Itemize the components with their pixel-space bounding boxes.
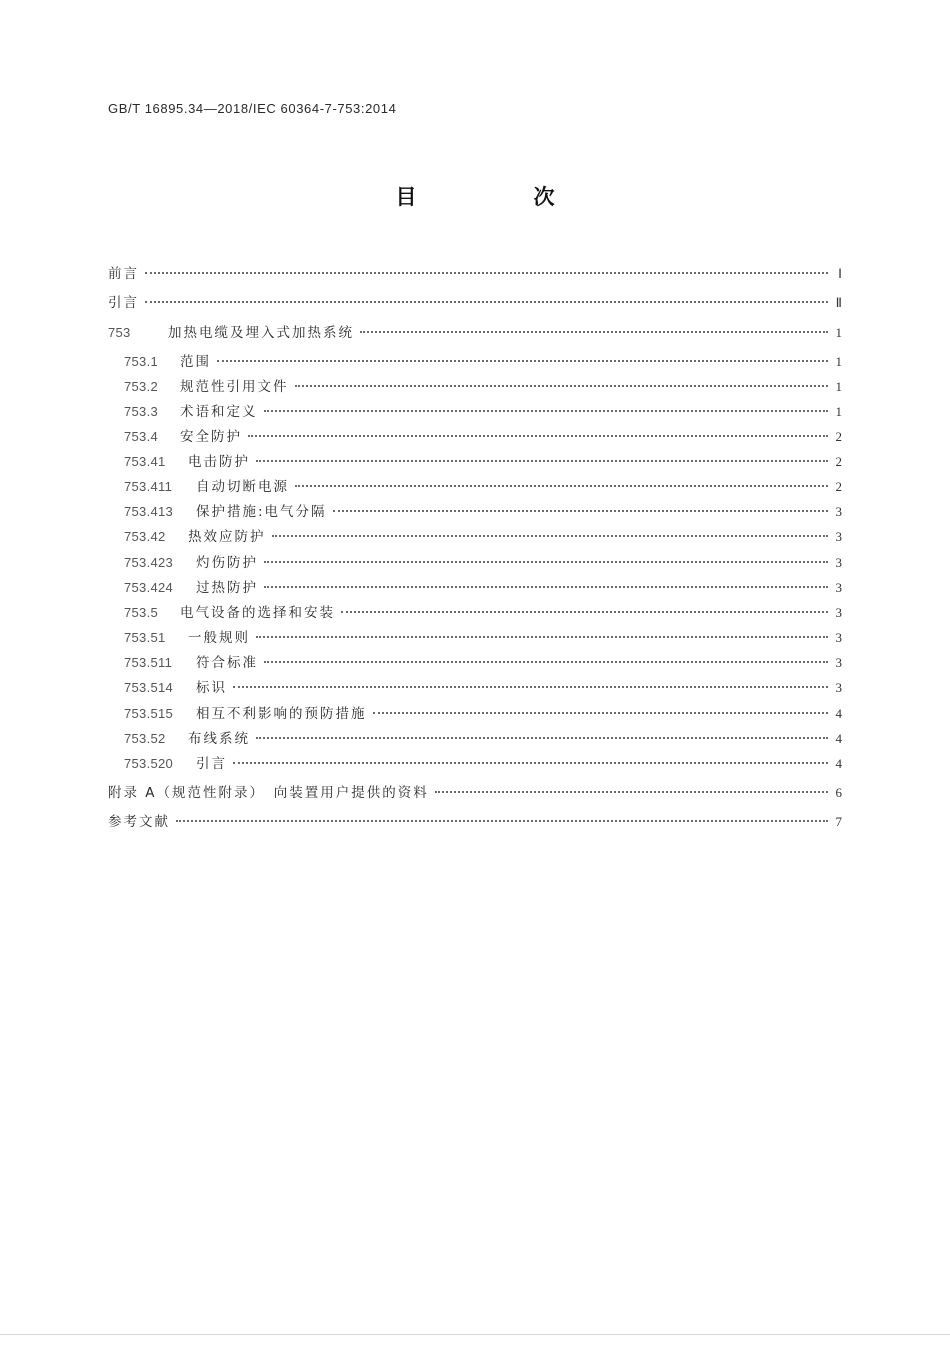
toc-entry-number: 753.1 [124,354,159,369]
toc-entry-number: 753.52 [124,731,166,746]
toc-entry-number: 753.511 [124,655,173,670]
toc-entry-page: 2 [835,454,842,469]
toc-leader-dots [360,331,828,333]
toc-leader-dots [217,360,828,362]
toc-entry-753-1[interactable] [124,350,842,370]
toc-leader-dots [256,737,828,739]
toc-entry-label: 保护措施:电气分隔 [196,504,327,520]
toc-entry-foreword[interactable] [108,262,842,282]
toc-entry-page: 3 [835,555,842,570]
toc-entry-number: 753.4 [124,429,159,444]
toc-entry-label: 一般规则 [188,630,250,646]
toc-entry-753-520[interactable] [124,752,842,772]
toc-entry-page: 2 [835,479,842,494]
toc-leader-dots [248,435,828,437]
toc-leader-dots [256,636,828,638]
toc-entry-label: 参考文献 [108,814,170,830]
toc-leader-dots [341,611,828,613]
toc-entry-introduction[interactable] [108,291,842,311]
toc-leader-dots [256,460,828,462]
toc-entry-label: 术语和定义 [180,404,258,420]
toc-leader-dots [264,410,829,412]
toc-entry-753-5[interactable] [124,601,842,621]
toc-entry-753-515[interactable] [124,702,842,722]
toc-entry-label: 热效应防护 [188,529,266,545]
toc-leader-dots [373,712,829,714]
toc-entry-number: 753.514 [124,680,174,695]
toc-entry-page: 3 [835,529,842,544]
page-bottom-edge [0,1334,950,1335]
toc-entry-label: 标识 [196,680,227,696]
toc-entry-number: 753.413 [124,504,174,519]
toc-leader-dots [264,661,828,663]
toc-entry-753-511[interactable] [124,651,842,671]
toc-entry-number: 753.3 [124,404,159,419]
toc-entry-number: 753.41 [124,454,166,469]
toc-leader-dots [176,820,828,822]
toc-entry-753[interactable] [108,321,842,341]
toc-entry-label: 布线系统 [188,731,250,747]
toc-entry-bibliography[interactable] [108,810,842,830]
toc-leader-dots [233,686,828,688]
toc-entry-753-411[interactable] [124,475,842,495]
toc-entry-753-42[interactable] [124,525,842,545]
toc-entry-number: 753.5 [124,605,159,620]
toc-entry-number: 753.520 [124,756,174,771]
toc-entry-page: 1 [835,325,842,340]
toc-entry-label: 范围 [180,354,211,370]
toc-entry-label: 引言 [108,295,139,311]
toc-leader-dots [264,586,828,588]
toc-entry-page: 1 [835,354,842,369]
toc-entry-label: 规范性引用文件 [180,379,289,395]
toc-entry-label: 相互不利影响的预防措施 [196,706,367,722]
toc-entry-page: 3 [835,680,842,695]
toc-entry-753-424[interactable] [124,576,842,596]
toc-entry-label: 符合标准 [196,655,258,671]
toc-entry-number: 753.2 [124,379,159,394]
toc-entry-page: 7 [835,814,842,829]
toc-leader-dots [295,485,828,487]
toc-entry-page: 2 [835,429,842,444]
toc-entry-page: 4 [835,731,842,746]
toc-entry-page: 3 [835,580,842,595]
toc-entry-page: Ⅱ [835,295,842,310]
toc-entry-753-4[interactable] [124,425,842,445]
toc-entry-page: 3 [835,605,842,620]
toc-entry-753-41[interactable] [124,450,842,470]
toc-entry-753-51[interactable] [124,626,842,646]
toc-entry-number: 753.42 [124,529,166,544]
toc-entry-page: 3 [835,630,842,645]
standard-code-header: GB/T 16895.34—2018/IEC 60364-7-753:2014 [108,101,397,116]
toc-entry-page: 4 [835,706,842,721]
toc-leader-dots [435,791,828,793]
toc-leader-dots [233,762,828,764]
toc-entry-label: 电击防护 [188,454,250,470]
toc-entry-label: 电气设备的选择和安装 [180,605,335,621]
toc-entry-number: 753.515 [124,706,174,721]
toc-entry-label: 前言 [108,266,139,282]
toc-leader-dots [295,385,829,387]
toc-leader-dots [145,272,828,274]
toc-title: 目 次 [395,185,603,209]
toc-entry-number: 753 [108,325,131,340]
toc-entry-number: 753.424 [124,580,174,595]
toc-entry-label: 引言 [196,756,227,772]
toc-entry-label: 附录 A（规范性附录） 向装置用户提供的资料 [108,785,429,801]
toc-entry-753-514[interactable] [124,676,842,696]
toc-entry-page: 4 [835,756,842,771]
toc-entry-753-52[interactable] [124,727,842,747]
toc-leader-dots [272,535,829,537]
toc-entry-page: 1 [835,404,842,419]
toc-entry-753-2[interactable] [124,375,842,395]
toc-entry-annex-a[interactable] [108,781,842,801]
toc-leader-dots [145,301,828,303]
toc-leader-dots [333,510,828,512]
toc-entry-page: 6 [835,785,842,800]
toc-leader-dots [264,561,828,563]
toc-entry-number: 753.423 [124,555,174,570]
toc-entry-page: 3 [835,504,842,519]
toc-entry-753-413[interactable] [124,500,842,520]
toc-entry-number: 753.411 [124,479,173,494]
toc-entry-page: 3 [835,655,842,670]
toc-entry-753-423[interactable] [124,551,842,571]
toc-entry-label: 自动切断电源 [196,479,289,495]
toc-entry-page: 1 [835,379,842,394]
toc-entry-number: 753.51 [124,630,166,645]
toc-entry-label: 安全防护 [180,429,242,445]
toc-entry-label: 过热防护 [196,580,258,596]
toc-entry-753-3[interactable] [124,400,842,420]
toc-entry-label: 灼伤防护 [196,555,258,571]
toc-entry-page: Ⅰ [838,266,842,281]
toc-entry-label: 加热电缆及埋入式加热系统 [168,325,354,341]
